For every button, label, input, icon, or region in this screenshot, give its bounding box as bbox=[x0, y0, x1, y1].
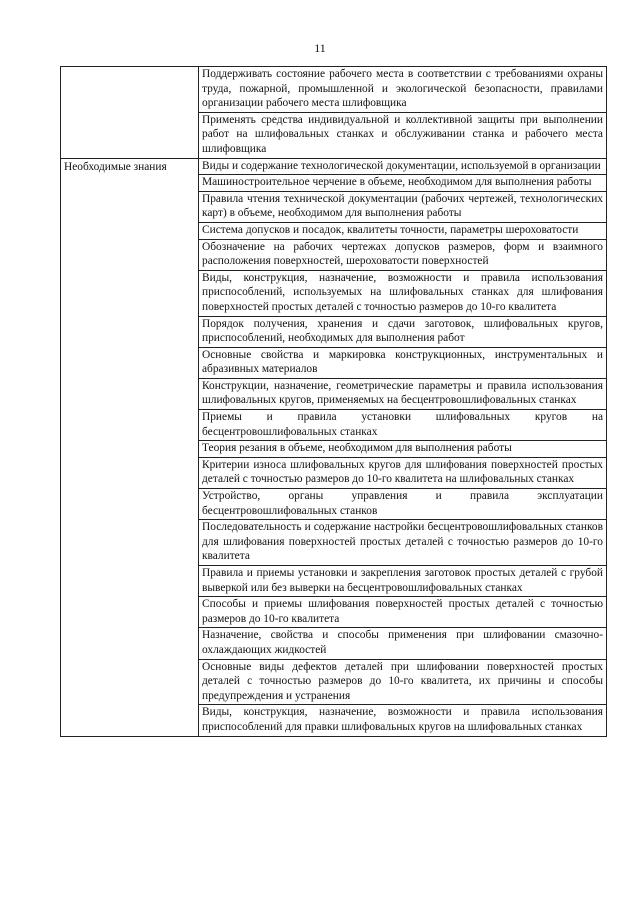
row-text: Основные виды дефектов деталей при шлифовании поверхностей простых деталей с точностью размеров до 10-го квалитета, их причины и способы предупреждения и устранения bbox=[199, 659, 607, 705]
row-text: Последовательность и содержание настройки бесцентровошлифовальных станков для шлифования поверхностей простых деталей с точностью размеров до 10-го квалитета bbox=[199, 520, 607, 566]
row-text: Виды, конструкция, назначение, возможности и правила использования приспособлений для правки шлифовальных кругов на шлифовальных станках bbox=[199, 705, 607, 736]
row-text: Машиностроительное черчение в объеме, необходимом для выполнения работы bbox=[199, 175, 607, 192]
row-text: Порядок получения, хранения и сдачи заготовок, шлифовальных кругов, приспособлений, необходимых для выполнения работ bbox=[199, 316, 607, 347]
row-text: Теория резания в объеме, необходимом для выполнения работы bbox=[199, 441, 607, 458]
row-text: Назначение, свойства и способы применения при шлифовании смазочно-охлаждающих жидкостей bbox=[199, 628, 607, 659]
section-label-knowledge: Необходимые знания bbox=[61, 158, 199, 736]
table-row bbox=[61, 67, 607, 113]
row-text: Приемы и правила установки шлифовальных кругов на бесцентровошлифовальных станках bbox=[199, 410, 607, 441]
page-number: 11 bbox=[314, 41, 326, 55]
row-text: Виды и содержание технологической документации, используемой в организации bbox=[199, 158, 607, 175]
row-text: Правила чтения технической документации (рабочих чертежей, технологических карт) в объеме, необходимом для выполнения работы bbox=[199, 191, 607, 222]
row-text: Конструкции, назначение, геометрические параметры и правила использования шлифовальных кругов, применяемых на бесцентровошлифовальных станках bbox=[199, 378, 607, 409]
row-text: Применять средства индивидуальной и коллективной защиты при выполнении работ на шлифовальных станках и обслуживании станка и рабочего места шлифовщика bbox=[199, 112, 607, 158]
row-text: Виды, конструкция, назначение, возможности и правила использования приспособлений, используемых на шлифовальных станках для шлифования поверхностей простых деталей с точностью размеров до 10-го квалитета bbox=[199, 270, 607, 316]
table-row bbox=[61, 158, 607, 175]
row-text: Устройство, органы управления и правила эксплуатации бесцентровошлифовальных станков bbox=[199, 489, 607, 520]
row-text: Правила и приемы установки и закрепления заготовок простых деталей с грубой выверкой или без выверки на бесцентровошлифовальных станках bbox=[199, 566, 607, 597]
row-label bbox=[61, 67, 199, 159]
row-text: Обозначение на рабочих чертежах допусков размеров, форм и взаимного расположения поверхностей, шероховатости поверхностей bbox=[199, 239, 607, 270]
requirements-table bbox=[60, 66, 607, 737]
row-text: Основные свойства и маркировка конструкционных, инструментальных и абразивных материалов bbox=[199, 347, 607, 378]
table-body bbox=[61, 67, 607, 737]
row-text: Способы и приемы шлифования поверхностей простых деталей с точностью размеров до 10-го квалитета bbox=[199, 597, 607, 628]
row-text: Поддерживать состояние рабочего места в соответствии с требованиями охраны труда, пожарной, промышленной и экологической безопасности, правилами организации рабочего места шлифовщика bbox=[199, 67, 607, 113]
row-text: Критерии износа шлифовальных кругов для шлифования поверхностей простых деталей с точностью размеров до 10-го квалитета на шлифовальных станках bbox=[199, 457, 607, 488]
row-text: Система допусков и посадок, квалитеты точности, параметры шероховатости bbox=[199, 222, 607, 239]
